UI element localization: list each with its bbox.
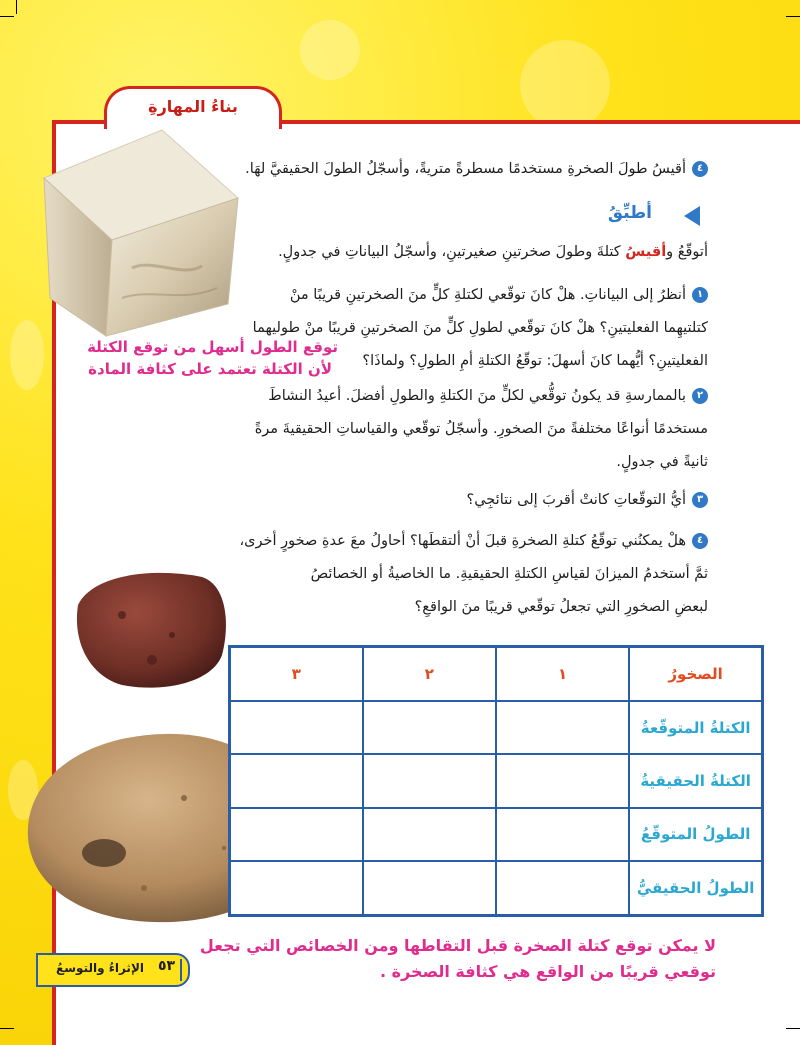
- play-arrow-icon: [684, 206, 700, 226]
- table-cell[interactable]: [230, 754, 363, 807]
- section-label: الإثراءُ والتوسعُ: [56, 961, 144, 975]
- question-2-text-1: بالممارسةِ قد يكونُ توقُّعي لكلٍّ منَ الكتلةِ والطولِ أفضلَ. أعيدُ النشاطَ: [268, 388, 686, 404]
- table-cell[interactable]: [496, 861, 629, 916]
- handwritten-answer-1-line-2: لأن الكتلة تعتمد على كثافة المادة: [88, 360, 332, 378]
- decor-bubble: [300, 20, 360, 80]
- table-cell[interactable]: [496, 701, 629, 754]
- table-row: [230, 754, 763, 807]
- decor-bubble: [520, 40, 610, 130]
- question-4-line-3: لبعضِ الصخورِ التي تجعلُ توقّعي قريبًا منَ الواقعِ؟: [414, 599, 708, 615]
- intro-text-start: أتوقّعُ و: [666, 244, 708, 260]
- question-2-line-2: مستخدمًا أنواعًا مختلفةً منَ الصخورِ. وأسجّلُ توقّعي والقياساتِ الحقيقيةَ مرةً: [254, 421, 708, 437]
- table-row-label: الطولُ الحقيقيُّ: [629, 861, 762, 916]
- question-number-badge: ٤: [692, 533, 708, 549]
- rocks-measurement-table: [228, 645, 764, 917]
- question-4-text-1: هلْ يمكنُني توقّعُ كتلةِ الصخرةِ قبلَ أنْ ألتقطَها؟ أحاولُ معَ عدةِ صخورٍ أخرى،: [239, 533, 686, 549]
- apply-heading: أطبِّقُ: [607, 203, 652, 223]
- question-1-line-3: الفعليتينِ؟ أيُّهما كانَ أسهلَ: توقّعُ الكتلةِ أمِ الطولِ؟ ولماذَا؟: [362, 353, 708, 369]
- crop-mark: [16, 0, 17, 14]
- table-cell[interactable]: [363, 808, 496, 861]
- table-row: [230, 808, 763, 861]
- question-4-line-1: [240, 533, 709, 549]
- question-1-text-1: أنظرُ إلى البياناتِ. هلْ كانَ توقّعي لكتلةِ كلٍّ منَ الصخرتينِ قريبًا منْ: [289, 287, 686, 303]
- question-number-badge: ٣: [692, 492, 708, 508]
- question-2-line-1: [268, 388, 708, 404]
- table-row-label: الطولُ المتوقّعُ: [629, 808, 762, 861]
- table-cell[interactable]: [496, 808, 629, 861]
- intro-highlight-word: أقيسُ: [625, 244, 667, 260]
- crop-mark: [0, 1028, 14, 1029]
- step-4-measure-length: [245, 161, 708, 177]
- table-cell[interactable]: [230, 808, 363, 861]
- handwritten-answer-2-line-1: لا يمكن توقع كتلة الصخرة قبل التقاطها ومن الخصائص التي تجعل: [199, 936, 716, 955]
- page-number: ٥٣: [158, 958, 176, 974]
- table-cell[interactable]: [230, 701, 363, 754]
- table-cell[interactable]: [496, 754, 629, 807]
- table-row-label: الكتلةُ الحقيقيةُ: [629, 754, 762, 807]
- footer-divider: [180, 959, 182, 981]
- question-1-line-1: [290, 287, 708, 303]
- question-2-line-3: ثانيةً في جدولٍ.: [616, 454, 708, 470]
- apply-intro: [278, 244, 708, 260]
- question-1-line-2: كتلتيهِما الفعليتينِ؟ هلْ كانَ توقّعي لطولِ كلٍّ منَ الصخرتينِ قريبًا منْ طوليهما: [252, 320, 708, 336]
- table-header-cell: الصخورُ: [629, 647, 762, 702]
- table-cell[interactable]: [230, 861, 363, 916]
- handwritten-answer-2-line-2: توقعي قريبًا من الواقع هي كثافة الصخرة .: [380, 962, 716, 981]
- question-3-line-1: [467, 492, 708, 508]
- question-number-badge: ٢: [692, 388, 708, 404]
- table-cell[interactable]: [363, 701, 496, 754]
- table-header-cell: ٢: [363, 647, 496, 702]
- intro-text-end: كتلةَ وطولَ صخرتينِ صغيرتينِ، وأسجّلُ البياناتِ في جدولٍ.: [278, 244, 626, 260]
- table-header-row: [230, 647, 763, 702]
- step-4-text: أقيسُ طولَ الصخرةِ مستخدمًا مسطرةً متريةً، وأسجّلُ الطولَ الحقيقيَّ لهَا.: [245, 161, 686, 177]
- skill-tab-label: بناءُ المهارةِ: [148, 97, 238, 116]
- table-header-cell: ٣: [230, 647, 363, 702]
- handwritten-answer-1-line-1: توقع الطول أسهل من توقع الكتلة: [87, 338, 338, 356]
- crop-mark: [786, 16, 800, 17]
- step-number-badge: ٤: [692, 161, 708, 177]
- decor-bubble: [10, 320, 44, 390]
- table-cell[interactable]: [363, 861, 496, 916]
- skill-building-tab: [104, 86, 282, 129]
- table-header-cell: ١: [496, 647, 629, 702]
- question-3-text: أيُّ التوقّعاتِ كانتْ أقربَ إلى نتائجِي؟: [466, 492, 686, 508]
- red-rock-image: [72, 565, 232, 695]
- table-row: [230, 861, 763, 916]
- crop-mark: [0, 16, 14, 17]
- table-cell[interactable]: [363, 754, 496, 807]
- table-row: [230, 701, 763, 754]
- table-row-label: الكتلةُ المتوقّعةُ: [629, 701, 762, 754]
- calcite-crystal-image: [42, 128, 242, 338]
- crop-mark: [786, 1028, 800, 1029]
- question-4-line-2: ثمَّ أستخدمُ الميزانَ لقياسِ الكتلةِ الحقيقيةِ. ما الخاصيةُ أو الخصائصُ: [310, 566, 708, 582]
- question-number-badge: ١: [692, 287, 708, 303]
